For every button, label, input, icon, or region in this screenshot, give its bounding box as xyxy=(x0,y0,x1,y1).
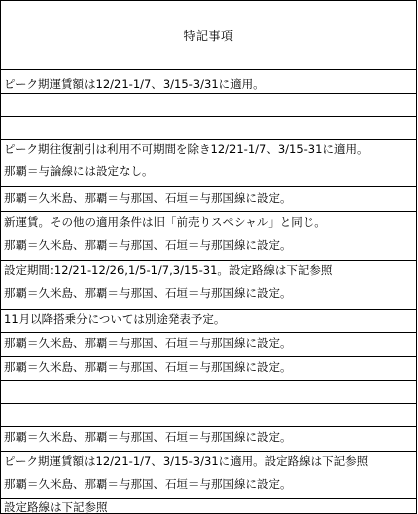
row-text: 那覇＝久米島、那覇＝与那国、石垣＝与那国線に設定。 xyxy=(4,286,292,300)
table-header xyxy=(0,0,417,70)
table-row xyxy=(0,356,417,380)
table-row xyxy=(0,451,417,498)
row-text: 那覇＝久米島、那覇＝与那国、石垣＝与那国線に設定。 xyxy=(4,477,292,491)
row-text: 那覇＝久米島、那覇＝与那国、石垣＝与那国線に設定。 xyxy=(4,430,292,444)
table-row xyxy=(0,260,417,309)
row-text: 設定路線は下記参照 xyxy=(4,500,108,514)
table-row xyxy=(0,116,417,139)
row-text: 那覇＝久米島、那覇＝与那国、石垣＝与那国線に設定。 xyxy=(4,238,292,252)
table-row xyxy=(0,186,417,211)
table-row xyxy=(0,403,417,426)
row-text: 新運賃。その他の適用条件は旧「前売りスペシャル」と同じ。 xyxy=(4,215,326,229)
row-text: 那覇＝与論線には設定なし。 xyxy=(4,164,154,178)
row-text: 那覇＝久米島、那覇＝与那国、石垣＝与那国線に設定。 xyxy=(4,360,292,374)
row-text: 那覇＝久米島、那覇＝与那国、石垣＝与那国線に設定。 xyxy=(4,191,292,205)
table-row xyxy=(0,332,417,356)
table-row xyxy=(0,426,417,451)
table-row xyxy=(0,93,417,116)
table-row xyxy=(0,309,417,332)
row-text: ピーク期運賃額は12/21-1/7、3/15-3/31に適用。設定路線は下記参照 xyxy=(4,454,369,468)
row-text: ピーク期往復割引は利用不可期間を除き12/21-1/7、3/15-31に適用。 xyxy=(4,142,369,156)
table-row xyxy=(0,211,417,260)
row-text: 那覇＝久米島、那覇＝与那国、石垣＝与那国線に設定。 xyxy=(4,336,292,350)
table-row xyxy=(0,380,417,403)
table-row xyxy=(0,498,417,513)
header-title: 特記事項 xyxy=(183,28,234,43)
row-text: 11月以降搭乗分については別途発表予定。 xyxy=(4,312,226,326)
row-text: ピーク期運賃額は12/21-1/7、3/15-3/31に適用。 xyxy=(4,77,265,91)
row-text: 設定期間:12/21-12/26,1/5-1/7,3/15-31。設定路線は下記参照 xyxy=(4,263,333,277)
table-row xyxy=(0,70,417,93)
table-row xyxy=(0,139,417,186)
